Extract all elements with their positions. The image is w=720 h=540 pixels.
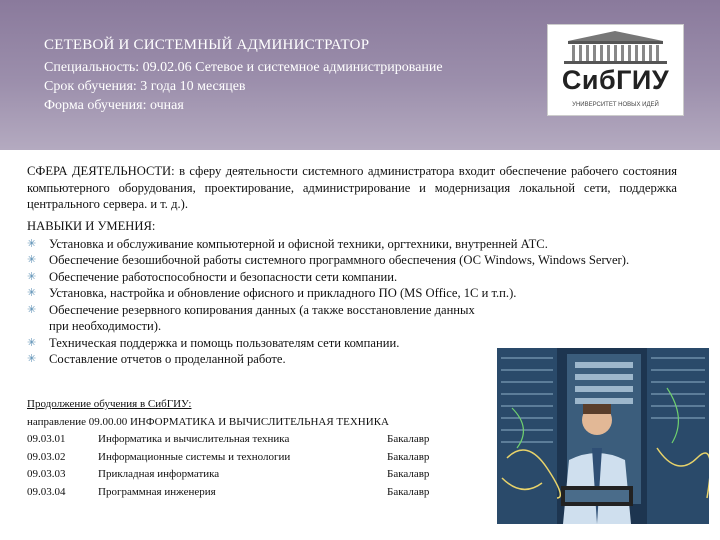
program-name: Информатика и вычислительная техника <box>98 433 290 445</box>
study-form-line: Форма обучения: очная <box>44 98 184 113</box>
skills-title: НАВЫКИ И УМЕНИЯ: <box>27 219 156 233</box>
administrator-photo <box>497 348 709 524</box>
program-name: Программная инженерия <box>98 485 216 498</box>
program-name: Информационные системы и технологии <box>98 450 291 463</box>
program-name: Прикладная информатика <box>98 468 220 480</box>
header-text <box>44 34 443 115</box>
list-item: ✳ Обеспечение работоспособности и безопасности сети компании. <box>27 269 398 284</box>
continuation-title: Продолжение обучения в СибГИУ: <box>27 398 192 410</box>
building-icon <box>548 27 683 67</box>
table-row <box>27 484 487 502</box>
table-row <box>27 431 487 449</box>
continuation-section <box>27 396 487 501</box>
bullet-icon: ✳ <box>27 336 37 349</box>
table-row <box>27 466 487 484</box>
bullet-icon: ✳ <box>27 237 37 250</box>
program-level: Бакалавр <box>387 485 430 498</box>
logo-brand: СибГИУ <box>561 65 670 95</box>
program-level: Бакалавр <box>387 433 430 445</box>
bullet-icon: ✳ <box>27 303 37 316</box>
list-item: ✳ Составление отчетов о проделанной работе. <box>27 352 286 366</box>
list-item: ✳ Обеспечение безошибочной работы системного программного обеспечения (ОС Windows, Windows Server). <box>27 253 630 267</box>
list-item: ✳ Техническая поддержка и помощь пользователям сети компании. <box>27 335 400 350</box>
skills-section <box>27 218 687 368</box>
university-logo <box>547 24 684 116</box>
program-level: Бакалавр <box>387 468 430 480</box>
bullet-icon: ✳ <box>27 254 37 266</box>
page-title: СЕТЕВОЙ И СИСТЕМНЫЙ АДМИНИСТРАТОР <box>44 37 370 53</box>
logo-tagline: УНИВЕРСИТЕТ НОВЫХ ИДЕЙ <box>572 102 659 108</box>
bullet-icon: ✳ <box>27 353 37 365</box>
program-code: 09.03.01 <box>27 433 66 445</box>
bullet-icon: ✳ <box>27 270 37 283</box>
header-banner <box>0 0 720 150</box>
specialty-line: Специальность: 09.02.06 Сетевое и системное администрирование <box>44 60 443 75</box>
program-level: Бакалавр <box>387 450 430 463</box>
scope-paragraph: СФЕРА ДЕЯТЕЛЬНОСТИ: в сферу деятельности системного администратора входит обеспечение рабочего состояния компьютерного оборудования, проектирование, администрирование и модернизация локальной сети, поддержка центрального сервера. и т. д.). <box>27 164 677 211</box>
continuation-direction: направление 09.00.00 ИНФОРМАТИКА И ВЫЧИСЛИТЕЛЬНАЯ ТЕХНИКА <box>27 415 389 428</box>
table-row <box>27 449 487 467</box>
list-item: ✳ Обеспечение резервного копирования данных (а также восстановление данных при необходимости). <box>27 302 475 333</box>
program-code: 09.03.03 <box>27 468 66 480</box>
list-item: ✳ Установка и обслуживание компьютерной и офисной техники, оргтехники, внутренней АТС. <box>27 236 548 251</box>
server-room-image <box>497 348 709 524</box>
list-item: ✳ Установка, настройка и обновление офисного и прикладного ПО (MS Office, 1С и т.п.). <box>27 286 517 300</box>
program-code: 09.03.02 <box>27 450 66 463</box>
duration-line: Срок обучения: 3 года 10 месяцев <box>44 79 246 94</box>
program-code: 09.03.04 <box>27 485 66 498</box>
bullet-icon: ✳ <box>27 287 37 299</box>
